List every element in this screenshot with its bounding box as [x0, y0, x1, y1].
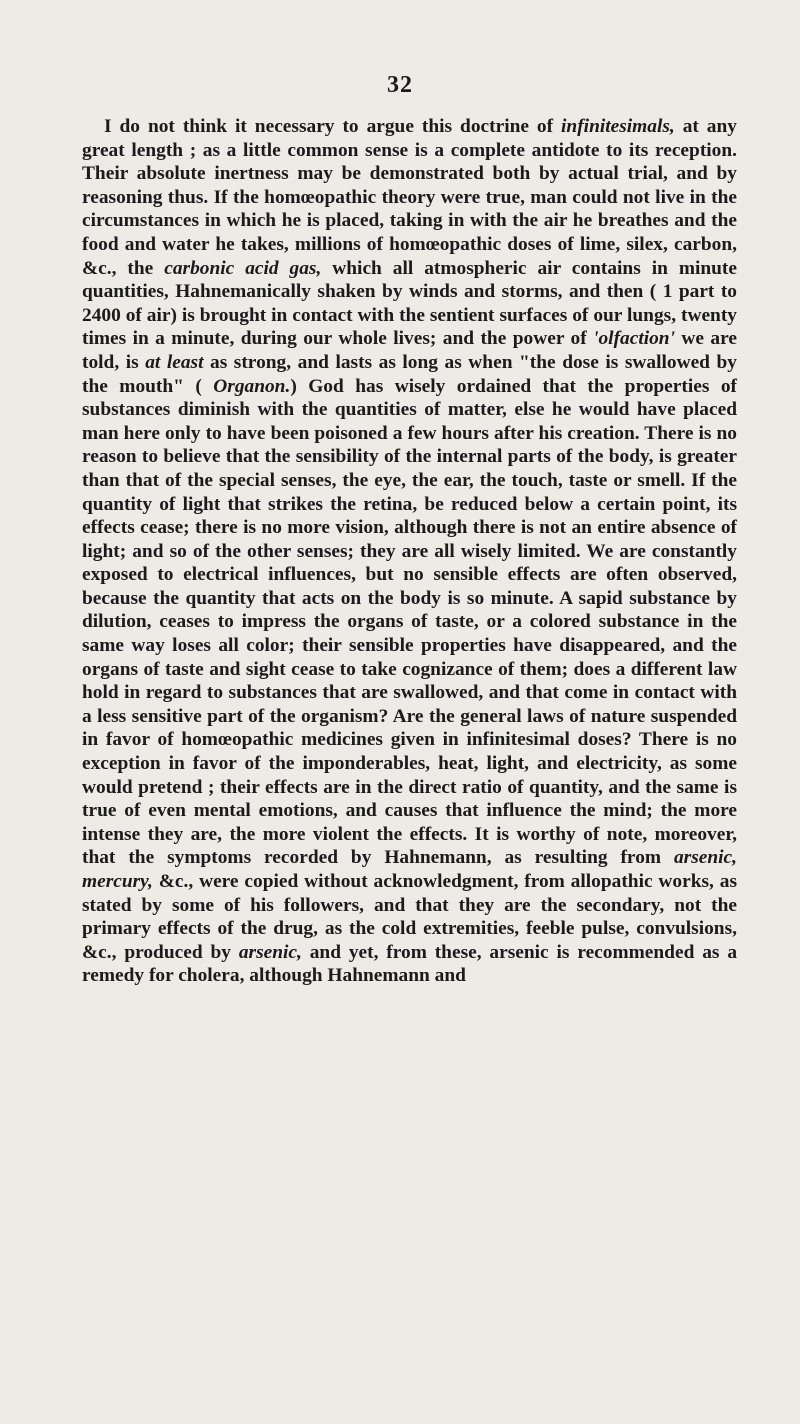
text-run: I do not think it necessary to argue this doctrine of [104, 116, 562, 137]
italic-text: 'olfaction' [593, 328, 675, 350]
italic-text: arsenic, [238, 941, 302, 963]
italic-text: Organon. [213, 375, 291, 397]
italic-text: arsenic, mercury, [82, 847, 737, 892]
italic-text: carbonic acid gas, [164, 257, 322, 279]
body-paragraph [82, 115, 737, 988]
text-run: at any great length ; as a little common sense is a complete antidote to its reception. Their absolute inertness may be demonstrated both by actual trial, and by reasoning thus. If the homœopathic theory were true, man could not live in the circumstances in which he is placed, taking in with the air he breathes and the food and water he takes, millions of homœopathic doses of lime, silex, carbon, &c., the [82, 116, 737, 279]
text-run: as strong, and lasts as long as when "the dose is swallowed by the mouth" ( [82, 351, 737, 397]
text-run: ) God has wisely ordained that the properties of substances diminish with the quantities of matter, else he would have placed man here only to have been poisoned a few hours after his creation. There is no reason to believe that the sensibility of the internal parts of the body, is greater than that of the special senses, the eye, the ear, the touch, taste or smell. If the quantity of light that strikes the retina, be reduced below a certain point, its effects cease; there is no more vision, although there is not an entire absence of light; and so of the other senses; they are all wisely limited. We are constantly exposed to electrical influences, but no sensible effects are often observed, because the quantity that acts on the body is so minute. A sapid substance by dilution, ceases to impress the organs of taste, or a colored substance in the same way loses all color; their sensible properties have disappeared, and the organs of taste and sight cease to take cognizance of them; does a different law hold in regard to substances that are swallowed, and that come in contact with a less sensitive part of the organism? Are the general laws of nature suspended in favor of homœopathic medicines given in infinitesimal doses? There is no exception in favor of the imponderables, heat, light, and electricity, as some would pretend ; their effects are in the direct ratio of quantity, and the same is true of even mental emotions, and causes that influence the mind; the more intense they are, the more violent the effects. It is worthy of note, moreover, that the symptoms recorded by Hahnemann, as resulting from [82, 375, 737, 869]
page-number: 32 [387, 72, 413, 98]
italic-text: infinitesimals, [561, 116, 675, 137]
text-run: &c., were copied without acknowledgment, from allopathic works, as stated by some of his followers, and that they are the secondary, not the primary effects of the drug, as the cold extremities, feeble pulse, convulsions, &c., produced by [82, 871, 737, 963]
text-run: and yet, from these, arsenic is recommended as a remedy for cholera, although Hahnemann and [82, 941, 738, 987]
italic-text: at least [145, 351, 204, 373]
text-run: which all atmospheric air contains in minute quantities, Hahnemanically shaken by winds and storms, and then ( 1 part to 2400 of air) is brought in contact with the sentient surfaces of our lungs, twenty times in a minute, during our whole lives; and the power of [82, 257, 737, 350]
text-run: we are told, is [82, 328, 737, 373]
